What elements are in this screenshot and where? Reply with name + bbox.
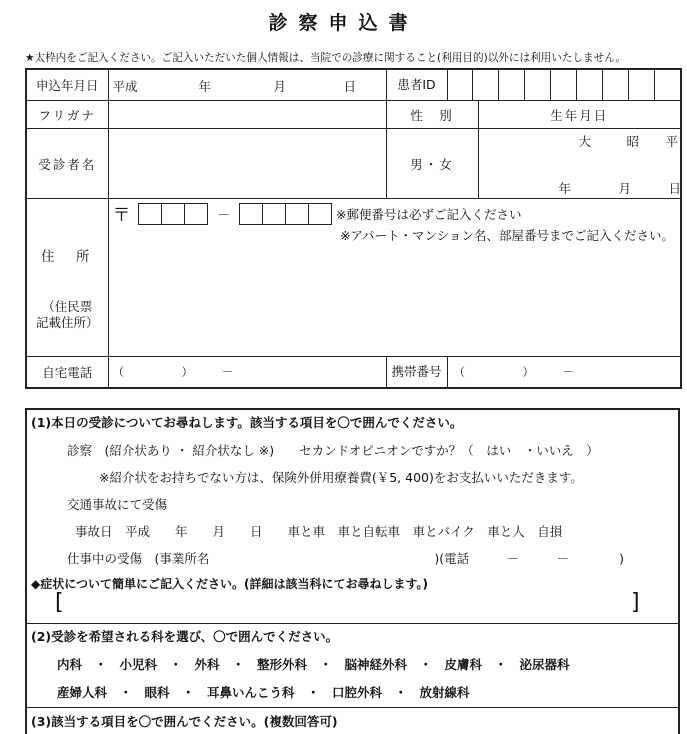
fee-note: ※紹介状をお持ちでない方は、保険外併用療養費(￥5, 400)をお支払いいただきます。 xyxy=(99,470,583,485)
postal-box[interactable] xyxy=(262,203,286,225)
address-sub-label-1: （住民票 xyxy=(42,299,93,314)
patient-id-label: 患者ID xyxy=(387,70,448,100)
symptom-heading: ◆症状について簡単にご記入ください。(詳細は該当科にてお尋ねします。) xyxy=(31,577,429,591)
section2-heading: (2)受診を希望される科を選び、〇で囲んでください。 xyxy=(31,629,339,644)
postal-box[interactable] xyxy=(308,203,332,225)
postal-box[interactable] xyxy=(138,203,162,225)
registration-table xyxy=(25,68,682,389)
section3-heading: (3)該当する項目を〇で囲んでください。(複数回答可) xyxy=(31,714,338,729)
name-field[interactable] xyxy=(108,129,386,199)
postal-mark-icon: 〒 xyxy=(112,205,131,226)
home-phone-label: 自宅電話 xyxy=(26,357,108,389)
symptom-bracket-open: [ xyxy=(55,590,64,615)
symptom-bracket-close: ] xyxy=(631,590,640,615)
departments-row-2[interactable]: 産婦人科 ・ 眼科 ・ 耳鼻いんこう科 ・ 口腔外科 ・ 放射線科 xyxy=(57,685,470,700)
postal-box[interactable] xyxy=(285,203,309,225)
postal-box[interactable] xyxy=(161,203,185,225)
era-showa[interactable]: 昭 xyxy=(626,134,640,149)
patient-id-boxes[interactable] xyxy=(448,70,681,100)
date-field[interactable]: 平成 年 月 日 xyxy=(108,69,386,101)
postal-box[interactable] xyxy=(239,203,263,225)
furigana-label: フリガナ xyxy=(26,101,108,129)
section1-heading: (1)本日の受診についてお尋ねします。該当する項目を〇で囲んでください。 xyxy=(31,415,463,430)
accident-line[interactable]: 事故日 平成 年 月 日 車と車 車と自転車 車とバイク 車と人 自損 xyxy=(75,524,563,539)
apartment-note: ※アパート・マンション名、部屋番号までご記入ください。 xyxy=(340,228,674,243)
mobile-label: 携帯番号 xyxy=(387,357,448,387)
dob-field[interactable]: 大 昭 平 年 月 日 xyxy=(478,129,681,199)
era-heisei[interactable]: 平 xyxy=(665,134,679,149)
home-phone-field[interactable]: （ ） － xyxy=(108,357,386,389)
address-field[interactable]: 〒 － ※郵便番号は必ずご記入ください ※アパート・マンション名、部屋番号までご記入ください。 xyxy=(108,199,681,357)
traffic-accident[interactable]: 交通事故にて受傷 xyxy=(67,497,168,512)
postal-box[interactable] xyxy=(184,203,208,225)
mobile-field[interactable]: （ ） － xyxy=(453,365,575,379)
departments-row-1[interactable]: 内科 ・ 小児科 ・ 外科 ・ 整形外科 ・ 脳神経外科 ・ 皮膚科 ・ 泌尿器科 xyxy=(57,657,570,672)
form-title: 診察申込書 xyxy=(268,12,419,34)
sex-options[interactable]: 男・女 xyxy=(386,129,478,199)
questionnaire xyxy=(25,408,680,734)
postal-note: ※郵便番号は必ずご記入ください xyxy=(336,207,522,222)
privacy-note: ★太枠内をご記入ください。ご記入いただいた個人情報は、当院での診療に関すること(利用目的)以外には利用いたしません。 xyxy=(25,52,627,64)
symptom-field[interactable] xyxy=(67,596,627,618)
era-taisho[interactable]: 大 xyxy=(578,134,592,149)
address-label: 住 所 xyxy=(41,249,94,265)
date-label: 申込年月日 xyxy=(26,69,108,101)
address-sub-label-2: 記載住所） xyxy=(35,315,99,330)
furigana-field[interactable] xyxy=(108,101,386,129)
exam-line[interactable]: 診察 (紹介状あり ・ 紹介状なし ※) セカンドオピニオンですか？（ はい ・いいえ ） xyxy=(67,443,599,458)
work-injury-line[interactable]: 仕事中の受傷 (事業所名 )(電話 － － ) xyxy=(67,551,625,566)
name-label: 受診者名 xyxy=(26,129,108,199)
sex-label: 性 別 xyxy=(386,101,478,129)
dob-label: 生年月日 xyxy=(478,101,681,129)
